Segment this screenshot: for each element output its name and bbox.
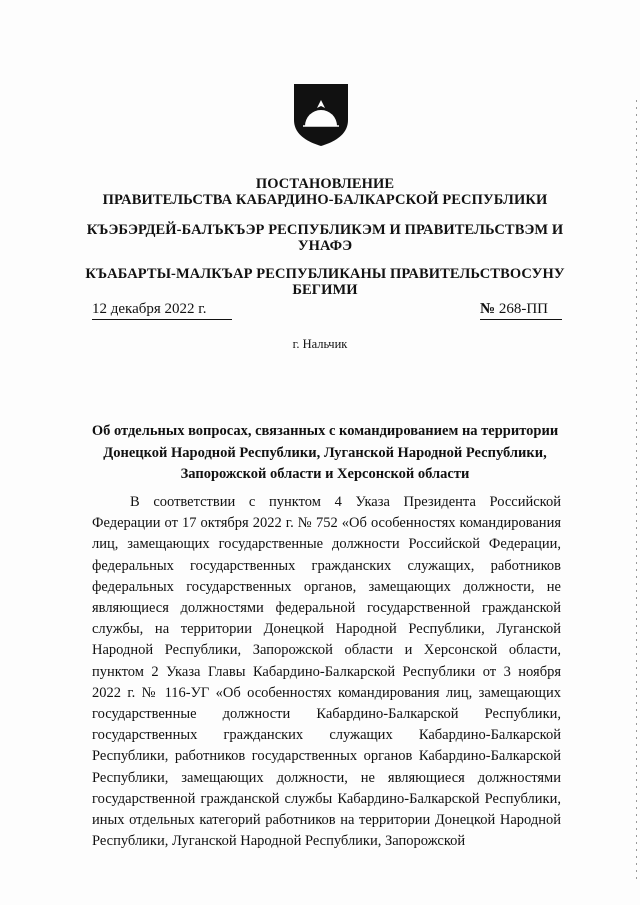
number-sign: №: [480, 301, 496, 317]
document-date: 12 декабря 2022 г.: [92, 301, 232, 320]
document-title: Об отдельных вопросах, связанных с командированием на территории Донецкой Народной Республики, Луганской Народной Республики, Запорожской области и Херсонской области: [91, 423, 559, 482]
resolution-heading: [70, 176, 580, 208]
authority-krc: КЪАБАРТЫ-МАЛКЪАР РЕСПУБЛИКАНЫ ПРАВИТЕЛЬСТВОСУНУ БЕГИМИ: [85, 266, 565, 298]
city: г. Нальчик: [292, 337, 348, 351]
authority-ru: ПРАВИТЕЛЬСТВА КАБАРДИНО-БАЛКАРСКОЙ РЕСПУБЛИКИ: [102, 192, 548, 208]
scan-edge-line: [636, 100, 637, 880]
authority-kbd: КЪЭБЭРДЕЙ-БАЛЪКЪЭР РЕСПУБЛИКЭМ И ПРАВИТЕЛЬСТВЭМ И УНАФЭ: [86, 222, 564, 254]
coat-of-arms-emblem: [291, 80, 351, 148]
document-number: 268-ПП: [498, 301, 548, 317]
doc-type: ПОСТАНОВЛЕНИЕ: [255, 176, 395, 192]
body-paragraph: В соответствии с пунктом 4 Указа Президента Российской Федерации от 17 октября 2022 г. № 752 «Об особенностях командирования лиц, замещающих государственные должности Российской Федерации, федеральных государственных гражданских служащих, работников федеральных государственных органов, замещающих должности, не являющиеся должностями федеральной государственной гражданской службы, на территории Донецкой Народной Республики, Луганской Народной Республики, Запорожской области и Херсонской области, пунктом 2 Указа Главы Кабардино-Балкарской Республики от 3 ноября 2022 г. № 116-УГ «Об особенностях командирования лиц, замещающих государственные должности Кабардино-Балкарской Республики, государственных гражданских служащих Кабардино-Балкарской Республики, работников государственных органов Кабардино-Балкарской Республики, замещающих должности, не являющиеся должностями государственной гражданской службы Кабардино-Балкарской Республики, иных отдельных категорий работников на территории Донецкой Народной Республики, Луганской Народной Республики, Запорожской: [92, 494, 561, 850]
document-number-field: [480, 301, 562, 320]
